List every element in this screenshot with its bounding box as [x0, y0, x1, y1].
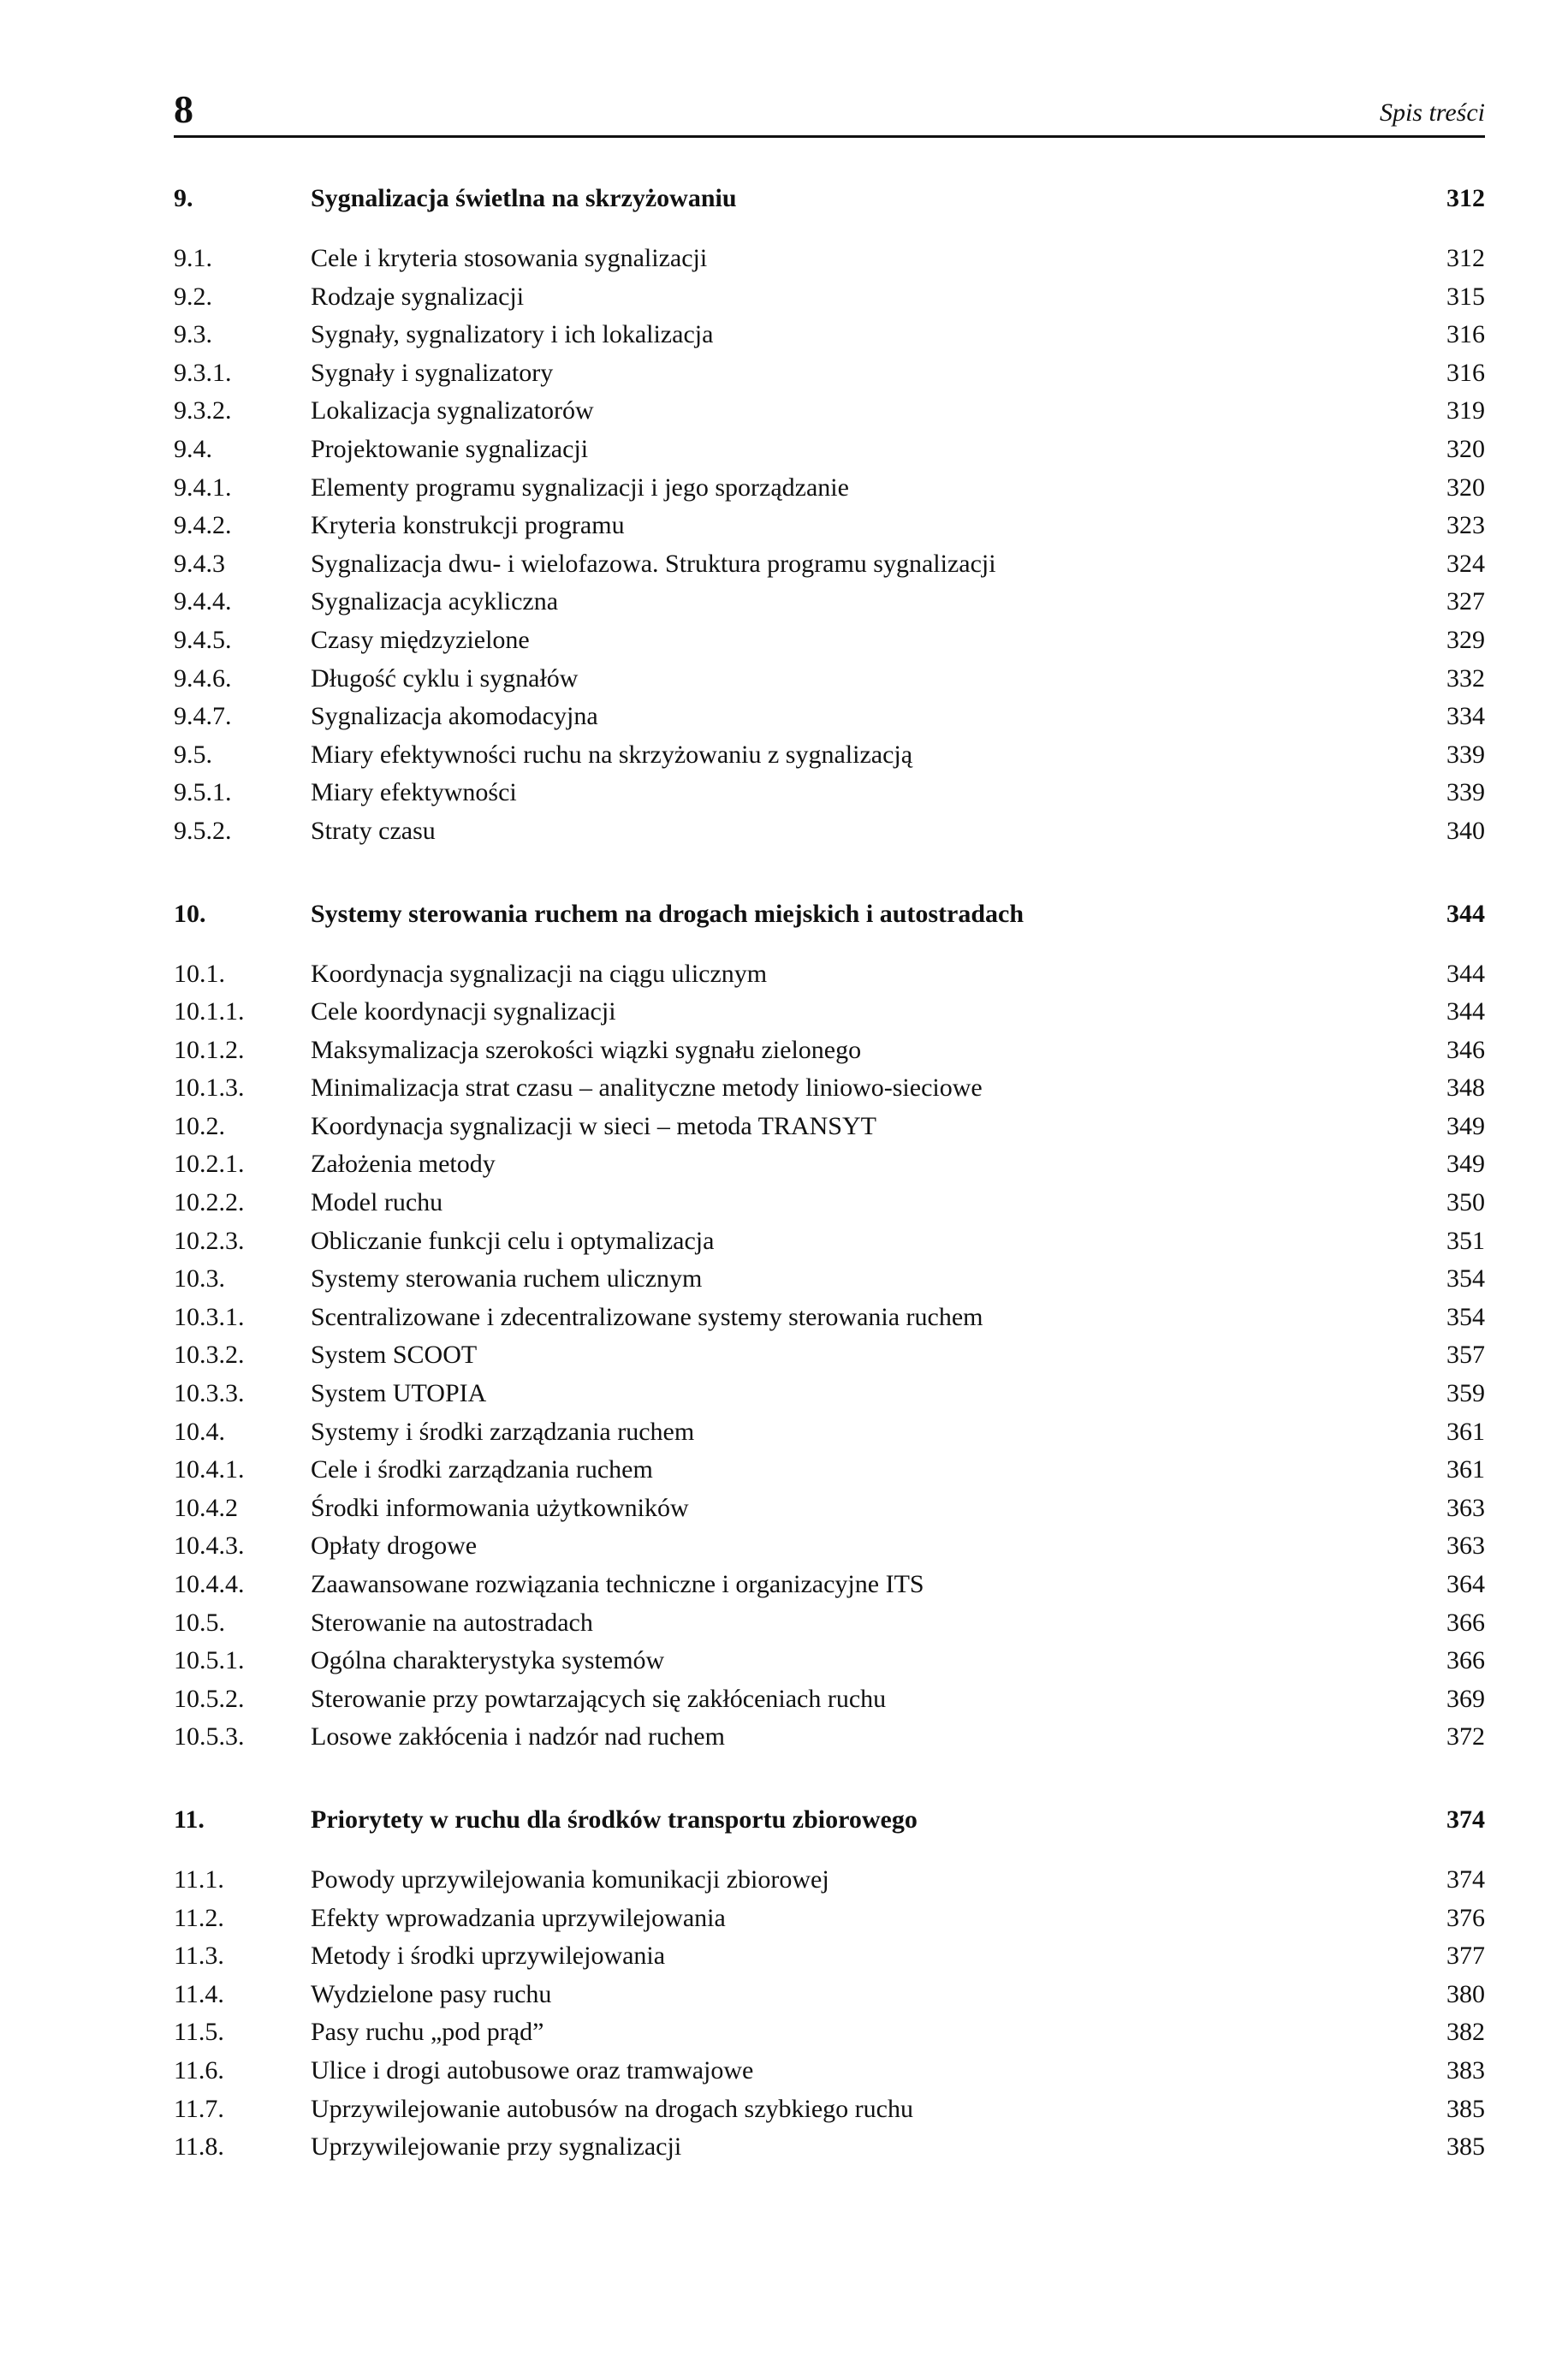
section-title: Środki informowania użytkowników — [311, 1493, 689, 1522]
toc-entry[interactable] — [174, 1680, 1485, 1719]
section-title: Miary efektywności ruchu na skrzyżowaniu z sygnalizacją — [311, 740, 913, 769]
section-title: Sygnały, sygnalizatory i ich lokalizacja — [311, 320, 714, 349]
toc-entry[interactable] — [174, 469, 1485, 508]
section-title: Rodzaje sygnalizacji — [311, 282, 525, 311]
toc-entry[interactable] — [174, 812, 1485, 851]
section-number: 10.1. — [174, 959, 225, 988]
section-page-ref: 327 — [1446, 587, 1485, 616]
chapter-title: Systemy sterowania ruchem na drogach miejskich i autostradach — [311, 899, 1025, 928]
section-title: Efekty wprowadzania uprzywilejowania — [311, 1903, 726, 1932]
section-page-ref: 361 — [1446, 1417, 1485, 1446]
toc-entry[interactable] — [174, 278, 1485, 317]
toc-entry[interactable] — [174, 1336, 1485, 1375]
section-page-ref: 320 — [1446, 434, 1485, 463]
toc-entry[interactable] — [174, 1032, 1485, 1070]
toc-entry[interactable] — [174, 774, 1485, 812]
toc-entry[interactable] — [174, 736, 1485, 775]
section-number: 10.4.1. — [174, 1455, 245, 1484]
toc-chapter-heading[interactable] — [174, 1799, 1485, 1841]
section-number: 10.2. — [174, 1111, 225, 1140]
chapter-title: Sygnalizacja świetlna na skrzyżowaniu — [311, 184, 737, 212]
section-page-ref: 376 — [1446, 1903, 1485, 1932]
toc-entry[interactable] — [174, 2128, 1485, 2167]
toc-chapter — [174, 894, 1485, 1757]
section-title: Maksymalizacja szerokości wiązki sygnału zielonego — [311, 1035, 862, 1064]
section-number: 10.4. — [174, 1417, 225, 1446]
section-number: 9.1. — [174, 244, 212, 272]
section-title: Długość cyklu i sygnałów — [311, 663, 579, 693]
toc-entry[interactable] — [174, 316, 1485, 354]
section-page-ref: 339 — [1446, 740, 1485, 769]
section-number: 10.1.1. — [174, 997, 245, 1026]
section-page-ref: 346 — [1446, 1035, 1485, 1064]
section-page-ref: 329 — [1446, 625, 1485, 654]
toc-entry[interactable] — [174, 1260, 1485, 1299]
section-title: Cele koordynacji sygnalizacji — [311, 997, 616, 1026]
section-number: 11.4. — [174, 1979, 224, 2008]
section-number: 9.2. — [174, 282, 212, 311]
running-title: Spis treści — [1379, 98, 1485, 127]
section-title: Opłaty drogowe — [311, 1531, 478, 1561]
toc-entry[interactable] — [174, 621, 1485, 660]
section-title: Elementy programu sygnalizacji i jego sporządzanie — [311, 473, 849, 502]
section-number: 11.2. — [174, 1903, 224, 1932]
section-page-ref: 344 — [1446, 997, 1485, 1026]
table-of-contents — [174, 178, 1485, 2209]
section-page-ref: 312 — [1446, 244, 1485, 272]
section-title: Ulice i drogi autobusowe oraz tramwajowe — [311, 2055, 754, 2084]
section-title: Systemy i środki zarządzania ruchem — [311, 1417, 695, 1446]
section-number: 9.4.5. — [174, 625, 232, 654]
toc-chapter-heading[interactable] — [174, 894, 1485, 935]
section-number: 9.4.6. — [174, 663, 232, 693]
section-title: System UTOPIA — [311, 1379, 487, 1408]
section-number: 10.2.1. — [174, 1150, 245, 1179]
section-number: 11.5. — [174, 2018, 224, 2047]
toc-section-list — [174, 240, 1485, 851]
section-page-ref: 366 — [1446, 1646, 1485, 1675]
section-page-ref: 380 — [1446, 1979, 1485, 2008]
section-title: Sterowanie na autostradach — [311, 1608, 593, 1637]
section-page-ref: 361 — [1446, 1455, 1485, 1484]
section-title: Powody uprzywilejowania komunikacji zbiorowej — [311, 1864, 829, 1894]
section-number: 10.2.3. — [174, 1226, 245, 1255]
chapter-page-ref: 312 — [1446, 184, 1485, 212]
section-page-ref: 366 — [1446, 1608, 1485, 1637]
section-number: 11.8. — [174, 2132, 224, 2162]
toc-entry[interactable] — [174, 1604, 1485, 1643]
section-title: System SCOOT — [311, 1341, 478, 1370]
section-number: 10.3.1. — [174, 1302, 245, 1331]
chapter-title: Priorytety w ruchu dla środków transportu zbiorowego — [311, 1805, 918, 1834]
section-page-ref: 316 — [1446, 358, 1485, 387]
toc-entry[interactable] — [174, 2052, 1485, 2090]
section-number: 10.3.2. — [174, 1341, 245, 1370]
section-number: 9.4.3 — [174, 549, 225, 578]
section-number: 10.5.3. — [174, 1722, 245, 1751]
section-number: 10.4.2 — [174, 1493, 238, 1522]
section-page-ref: 332 — [1446, 663, 1485, 693]
chapter-number: 10. — [174, 899, 206, 928]
section-title: Ogólna charakterystyka systemów — [311, 1646, 665, 1675]
chapter-page-ref: 344 — [1446, 899, 1485, 928]
section-title: Uprzywilejowanie autobusów na drogach szybkiego ruchu — [311, 2094, 913, 2123]
toc-entry[interactable] — [174, 1108, 1485, 1146]
section-number: 9.3.1. — [174, 358, 232, 387]
section-page-ref: 372 — [1446, 1722, 1485, 1751]
toc-entry[interactable] — [174, 993, 1485, 1032]
section-title: Losowe zakłócenia i nadzór nad ruchem — [311, 1722, 725, 1751]
section-page-ref: 319 — [1446, 396, 1485, 425]
section-title: Model ruchu — [311, 1188, 443, 1217]
page-number: 8 — [174, 87, 193, 131]
section-page-ref: 351 — [1446, 1226, 1485, 1255]
section-title: Metody i środki uprzywilejowania — [311, 1942, 666, 1971]
section-title: Uprzywilejowanie przy sygnalizacji — [311, 2132, 682, 2162]
section-page-ref: 339 — [1446, 778, 1485, 807]
toc-entry[interactable] — [174, 955, 1485, 994]
toc-entry[interactable] — [174, 392, 1485, 431]
section-title: Koordynacja sygnalizacji w sieci – metoda TRANSYT — [311, 1111, 876, 1140]
section-title: Miary efektywności — [311, 778, 517, 807]
toc-entry[interactable] — [174, 1145, 1485, 1184]
header-rule — [174, 135, 1485, 138]
section-title: Sygnały i sygnalizatory — [311, 358, 554, 387]
section-title: Koordynacja sygnalizacji na ciągu ulicznym — [311, 959, 768, 988]
toc-section-list — [174, 1861, 1485, 2167]
section-page-ref: 340 — [1446, 816, 1485, 845]
toc-entry[interactable] — [174, 354, 1485, 393]
section-number: 9.4.1. — [174, 473, 232, 502]
section-number: 9.3.2. — [174, 396, 232, 425]
section-number: 9.4.7. — [174, 702, 232, 731]
section-number: 10.5.1. — [174, 1646, 245, 1675]
section-title: Czasy międzyzielone — [311, 625, 530, 654]
toc-entry[interactable] — [174, 660, 1485, 699]
section-number: 9.4. — [174, 434, 212, 463]
section-page-ref: 383 — [1446, 2055, 1485, 2084]
section-page-ref: 377 — [1446, 1942, 1485, 1971]
section-title: Scentralizowane i zdecentralizowane systemy sterowania ruchem — [311, 1302, 983, 1331]
section-number: 11.3. — [174, 1942, 224, 1971]
toc-entry[interactable] — [174, 2090, 1485, 2129]
section-page-ref: 363 — [1446, 1531, 1485, 1561]
section-page-ref: 350 — [1446, 1188, 1485, 1217]
section-number: 10.3. — [174, 1264, 225, 1293]
toc-entry[interactable] — [174, 1069, 1485, 1108]
section-number: 9.4.4. — [174, 587, 232, 616]
toc-entry[interactable] — [174, 1900, 1485, 1938]
section-page-ref: 344 — [1446, 959, 1485, 988]
section-number: 11.1. — [174, 1864, 224, 1894]
section-page-ref: 334 — [1446, 702, 1485, 731]
section-page-ref: 320 — [1446, 473, 1485, 502]
section-title: Systemy sterowania ruchem ulicznym — [311, 1264, 703, 1293]
section-page-ref: 315 — [1446, 282, 1485, 311]
section-number: 10.5. — [174, 1608, 225, 1637]
section-page-ref: 357 — [1446, 1341, 1485, 1370]
section-page-ref: 374 — [1446, 1864, 1485, 1894]
section-title: Pasy ruchu „pod prąd” — [311, 2018, 544, 2047]
toc-entry[interactable] — [174, 1718, 1485, 1757]
section-page-ref: 316 — [1446, 320, 1485, 349]
section-title: Zaawansowane rozwiązania techniczne i organizacyjne ITS — [311, 1570, 924, 1598]
section-number: 10.1.2. — [174, 1035, 245, 1064]
section-page-ref: 348 — [1446, 1073, 1485, 1103]
toc-entry[interactable] — [174, 1299, 1485, 1337]
toc-entry[interactable] — [174, 507, 1485, 545]
toc-entry[interactable] — [174, 2013, 1485, 2052]
section-title: Cele i kryteria stosowania sygnalizacji — [311, 244, 708, 272]
toc-entry[interactable] — [174, 1375, 1485, 1413]
section-title: Minimalizacja strat czasu – analityczne metody liniowo-sieciowe — [311, 1073, 983, 1103]
toc-entry[interactable] — [174, 1976, 1485, 2014]
toc-entry[interactable] — [174, 1184, 1485, 1222]
toc-entry[interactable] — [174, 240, 1485, 278]
section-page-ref: 385 — [1446, 2094, 1485, 2123]
toc-entry[interactable] — [174, 1490, 1485, 1528]
toc-chapter — [174, 1799, 1485, 2167]
section-number: 9.4.2. — [174, 511, 232, 540]
page-header — [174, 84, 1485, 135]
section-number: 10.5.2. — [174, 1684, 245, 1713]
section-title: Obliczanie funkcji celu i optymalizacja — [311, 1226, 715, 1255]
section-number: 10.2.2. — [174, 1188, 245, 1217]
section-page-ref: 385 — [1446, 2132, 1485, 2162]
section-page-ref: 369 — [1446, 1684, 1485, 1713]
section-title: Wydzielone pasy ruchu — [311, 1979, 552, 2008]
toc-entry[interactable] — [174, 545, 1485, 584]
section-title: Cele i środki zarządzania ruchem — [311, 1455, 653, 1484]
toc-entry[interactable] — [174, 1861, 1485, 1900]
section-title: Założenia metody — [311, 1150, 496, 1179]
toc-entry[interactable] — [174, 1566, 1485, 1604]
chapter-number: 9. — [174, 184, 193, 212]
section-number: 9.3. — [174, 320, 212, 349]
section-title: Sygnalizacja akomodacyjna — [311, 702, 598, 731]
chapter-number: 11. — [174, 1805, 205, 1834]
toc-chapter-heading[interactable] — [174, 178, 1485, 219]
toc-chapter — [174, 178, 1485, 851]
section-page-ref: 363 — [1446, 1493, 1485, 1522]
section-title: Kryteria konstrukcji programu — [311, 511, 625, 540]
section-number: 10.4.3. — [174, 1531, 245, 1561]
section-number: 9.5. — [174, 740, 212, 769]
section-title: Sygnalizacja dwu- i wielofazowa. Struktura programu sygnalizacji — [311, 549, 996, 578]
section-page-ref: 359 — [1446, 1379, 1485, 1408]
section-title: Sterowanie przy powtarzających się zakłóceniach ruchu — [311, 1684, 887, 1713]
section-page-ref: 382 — [1446, 2018, 1485, 2047]
toc-entry[interactable] — [174, 698, 1485, 736]
section-number: 11.6. — [174, 2055, 224, 2084]
section-page-ref: 324 — [1446, 549, 1485, 578]
section-number: 9.5.1. — [174, 778, 232, 807]
section-number: 10.3.3. — [174, 1379, 245, 1408]
toc-entry[interactable] — [174, 1451, 1485, 1490]
toc-entry[interactable] — [174, 1413, 1485, 1452]
section-number: 9.5.2. — [174, 816, 232, 845]
section-title: Lokalizacja sygnalizatorów — [311, 396, 594, 425]
toc-entry[interactable] — [174, 583, 1485, 621]
toc-section-list — [174, 955, 1485, 1757]
toc-entry[interactable] — [174, 1222, 1485, 1261]
section-page-ref: 364 — [1446, 1570, 1485, 1598]
section-number: 11.7. — [174, 2094, 224, 2123]
section-title: Sygnalizacja acykliczna — [311, 587, 559, 616]
section-page-ref: 354 — [1446, 1264, 1485, 1293]
section-number: 10.1.3. — [174, 1073, 245, 1103]
toc-entry[interactable] — [174, 431, 1485, 469]
toc-entry[interactable] — [174, 1527, 1485, 1566]
chapter-page-ref: 374 — [1446, 1805, 1485, 1834]
section-page-ref: 354 — [1446, 1302, 1485, 1331]
section-page-ref: 349 — [1446, 1150, 1485, 1179]
toc-entry[interactable] — [174, 1642, 1485, 1680]
section-page-ref: 349 — [1446, 1111, 1485, 1140]
section-title: Straty czasu — [311, 816, 436, 845]
section-page-ref: 323 — [1446, 511, 1485, 540]
section-number: 10.4.4. — [174, 1570, 245, 1598]
toc-entry[interactable] — [174, 1937, 1485, 1976]
section-title: Projektowanie sygnalizacji — [311, 434, 589, 463]
